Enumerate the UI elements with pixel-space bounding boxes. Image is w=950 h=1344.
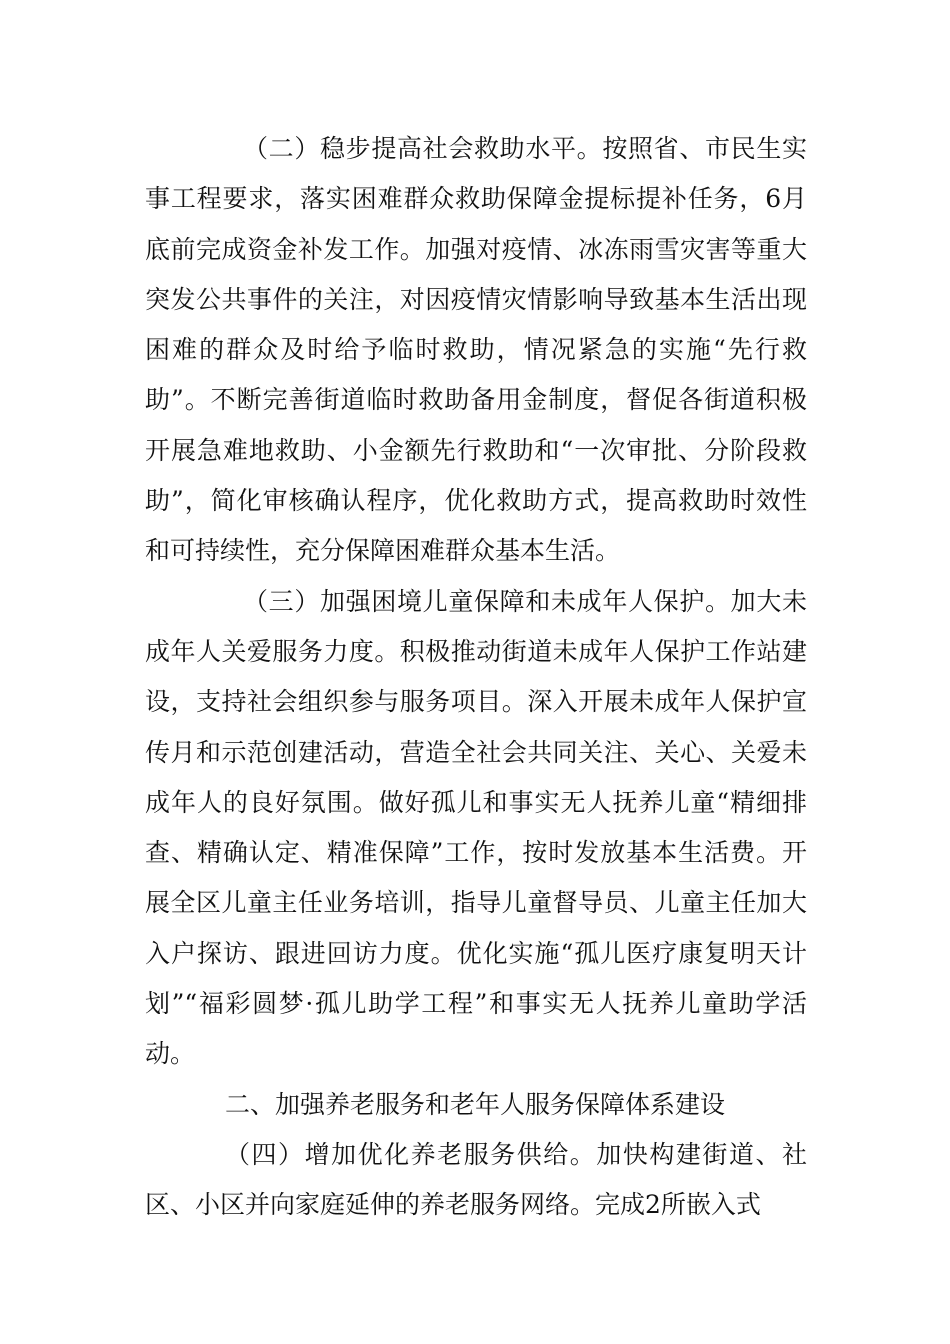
- paragraph-elderly-services: （四）增加优化养老服务供给。加快构建街道、社区、小区并向家庭延伸的养老服务网络。完成2所嵌入式: [145, 1139, 807, 1220]
- document-body: [145, 124, 807, 1231]
- paragraph-child-protection: （三）加强困境儿童保障和未成年人保护。加大未成年人关爱服务力度。积极推动街道未成年人保护工作站建设，支持社会组织参与服务项目。深入开展未成年人保护宣传月和示范创建活动，营造全社会共同关注、关心、关爱未成年人的良好氛围。做好孤儿和事实无人抚养儿童“精细排查、精确认定、精准保障”工作，按时发放基本生活费。开展全区儿童主任业务培训，指导儿童督导员、儿童主任加大入户探访、跟进回访力度。优化实施“孤儿医疗康复明天计划”“福彩圆梦·孤儿助学工程”和事实无人抚养儿童助学活动。: [145, 586, 807, 1069]
- paragraph-social-assistance: （二）稳步提高社会救助水平。按照省、市民生实事工程要求，落实困难群众救助保障金提标提补任务，6月底前完成资金补发工作。加强对疫情、冰冻雨雪灾害等重大突发公共事件的关注，对因疫情灾情影响导致基本生活出现困难的群众及时给予临时救助，情况紧急的实施“先行救助”。不断完善街道临时救助备用金制度，督促各街道积极开展急难地救助、小金额先行救助和“一次审批、分阶段救助”，简化审核确认程序，优化救助方式，提高救助时效性和可持续性，充分保障困难群众基本生活。: [145, 134, 807, 566]
- section-heading-elderly-care: 二、加强养老服务和老年人服务保障体系建设: [225, 1089, 726, 1119]
